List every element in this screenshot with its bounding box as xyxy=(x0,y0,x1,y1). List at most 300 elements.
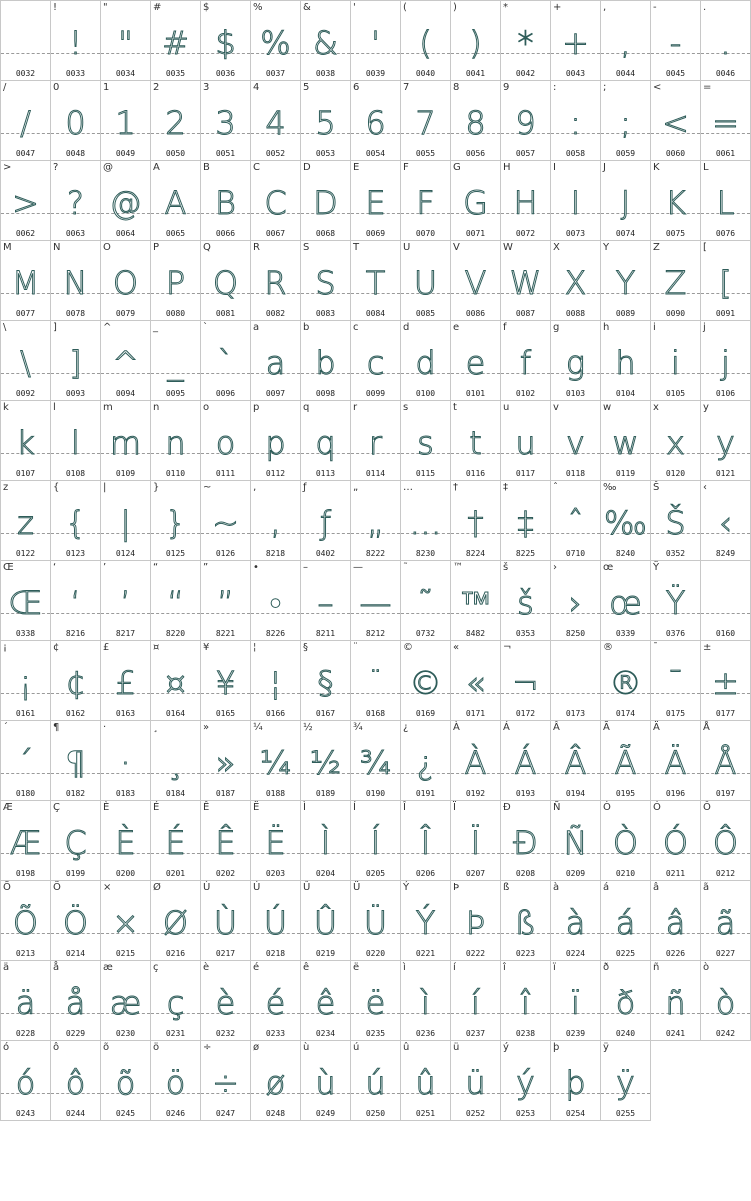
glyph-code: 0053 xyxy=(315,149,336,158)
glyph-sample: z xyxy=(17,504,34,542)
glyph-code: 0255 xyxy=(615,1109,636,1118)
glyph-sample: ˆ xyxy=(567,504,584,542)
glyph-label: È xyxy=(103,802,110,813)
glyph-label: Ÿ xyxy=(653,562,660,573)
glyph-code: 0125 xyxy=(165,549,186,558)
glyph-label: … xyxy=(403,482,413,493)
glyph-code: 0081 xyxy=(215,309,236,318)
glyph-label: W xyxy=(503,242,513,253)
glyph-code: 0092 xyxy=(15,389,36,398)
glyph-sample: Ó xyxy=(662,824,689,862)
glyph-sample: Ç xyxy=(64,824,87,862)
glyph-cell xyxy=(251,1,301,81)
glyph-label: $ xyxy=(203,2,210,13)
glyph-sample: n xyxy=(165,424,186,462)
glyph-sample: ¼ xyxy=(259,744,291,782)
glyph-sample: – xyxy=(317,584,334,622)
glyph-sample: Ë xyxy=(265,824,286,862)
glyph-code: 0211 xyxy=(665,869,686,878)
glyph-code: 0097 xyxy=(265,389,286,398)
glyph-cell xyxy=(251,801,301,881)
glyph-cell xyxy=(201,321,251,401)
glyph-label: ? xyxy=(53,162,59,173)
glyph-code: 0169 xyxy=(415,709,436,718)
glyph-sample: ™ xyxy=(459,584,492,622)
glyph-code: 0238 xyxy=(515,1029,536,1038)
glyph-label: ¨ xyxy=(353,642,358,653)
glyph-sample: © xyxy=(409,664,442,702)
glyph-label: t xyxy=(453,402,457,413)
glyph-sample: * xyxy=(517,24,534,62)
glyph-sample: " xyxy=(118,24,133,62)
glyph-sample: í xyxy=(471,984,480,1022)
glyph-code: 0187 xyxy=(215,789,236,798)
glyph-label: E xyxy=(353,162,360,173)
glyph-label: ë xyxy=(353,962,360,973)
glyph-cell xyxy=(51,641,101,721)
glyph-cell xyxy=(101,321,151,401)
glyph-cell xyxy=(151,561,201,641)
glyph-sample: Í xyxy=(370,824,381,862)
glyph-label: 3 xyxy=(203,82,210,93)
glyph-code: 0060 xyxy=(665,149,686,158)
glyph-sample: ( xyxy=(419,24,432,62)
glyph-cell xyxy=(1,401,51,481)
glyph-code: 0091 xyxy=(715,309,736,318)
glyph-code: 0040 xyxy=(415,69,436,78)
glyph-sample: ƒ xyxy=(319,504,332,542)
glyph-code: 0214 xyxy=(65,949,86,958)
glyph-code: 0172 xyxy=(515,709,536,718)
glyph-code: 0077 xyxy=(15,309,36,318)
glyph-cell xyxy=(1,81,51,161)
glyph-cell xyxy=(551,1,601,81)
glyph-sample: Õ xyxy=(12,904,39,942)
glyph-cell xyxy=(501,401,551,481)
glyph-sample: › xyxy=(569,584,582,622)
glyph-sample: ' xyxy=(371,24,380,62)
glyph-code: 0339 xyxy=(615,629,636,638)
glyph-sample xyxy=(1,15,50,59)
glyph-code: 0034 xyxy=(115,69,136,78)
glyph-code: 0191 xyxy=(415,789,436,798)
glyph-code: 0225 xyxy=(615,949,636,958)
glyph-label: } xyxy=(153,482,160,493)
glyph-cell xyxy=(51,721,101,801)
glyph-sample: á xyxy=(615,904,636,942)
glyph-label: e xyxy=(453,322,460,333)
glyph-code: 0402 xyxy=(315,549,336,558)
glyph-sample: 7 xyxy=(415,104,436,142)
glyph-sample: ã xyxy=(715,904,736,942)
glyph-label: % xyxy=(253,2,263,13)
glyph-label: d xyxy=(403,322,410,333)
glyph-cell xyxy=(151,961,201,1041)
glyph-code: 0075 xyxy=(665,229,686,238)
glyph-cell xyxy=(551,401,601,481)
glyph-sample: Î xyxy=(420,824,431,862)
glyph-label: ' xyxy=(353,2,356,13)
glyph-code: 0210 xyxy=(615,869,636,878)
glyph-code: 0232 xyxy=(215,1029,236,1038)
glyph-code: 0216 xyxy=(165,949,186,958)
glyph-sample: > xyxy=(12,184,39,222)
glyph-code: 0041 xyxy=(465,69,486,78)
glyph-sample: Þ xyxy=(465,904,486,942)
glyph-sample: ø xyxy=(265,1064,286,1102)
glyph-cell xyxy=(601,1,651,81)
glyph-code: 0200 xyxy=(115,869,136,878)
glyph-label: ® xyxy=(603,642,613,653)
glyph-sample: ¿ xyxy=(416,744,435,782)
glyph-sample: j xyxy=(721,344,730,382)
glyph-code: 0103 xyxy=(565,389,586,398)
glyph-label: A xyxy=(153,162,160,173)
glyph-code: 0199 xyxy=(65,869,86,878)
glyph-code: 0101 xyxy=(465,389,486,398)
glyph-code: 0167 xyxy=(315,709,336,718)
glyph-code: 0115 xyxy=(415,469,436,478)
glyph-code: 0202 xyxy=(215,869,236,878)
glyph-sample: Ú xyxy=(263,904,288,942)
glyph-label: ¼ xyxy=(253,722,263,733)
glyph-label: † xyxy=(453,482,458,493)
glyph-code: 0080 xyxy=(165,309,186,318)
glyph-code: 0046 xyxy=(715,69,736,78)
glyph-sample: ® xyxy=(609,664,642,702)
glyph-label: T xyxy=(353,242,360,253)
glyph-cell xyxy=(701,881,751,961)
glyph-code: 0068 xyxy=(315,229,336,238)
glyph-cell xyxy=(301,1041,351,1121)
glyph-label: ; xyxy=(603,82,607,93)
glyph-code: 0032 xyxy=(15,69,36,78)
glyph-label: „ xyxy=(353,482,359,493)
glyph-sample: ‹ xyxy=(719,504,732,542)
glyph-sample: à xyxy=(565,904,586,942)
glyph-sample: ´ xyxy=(17,744,34,782)
glyph-code: 0122 xyxy=(15,549,36,558)
glyph-sample: M xyxy=(11,264,40,302)
glyph-cell xyxy=(601,321,651,401)
glyph-sample: ê xyxy=(315,984,336,1022)
glyph-label: œ xyxy=(603,562,614,573)
glyph-label: 9 xyxy=(503,82,510,93)
glyph-code: 0090 xyxy=(665,309,686,318)
glyph-cell xyxy=(401,481,451,561)
glyph-cell xyxy=(301,81,351,161)
glyph-cell xyxy=(501,561,551,641)
glyph-code: 0163 xyxy=(115,709,136,718)
glyph-sample: L xyxy=(716,184,735,222)
glyph-cell xyxy=(101,641,151,721)
glyph-cell xyxy=(451,641,501,721)
glyph-sample: R xyxy=(264,264,287,302)
glyph-code: 8220 xyxy=(165,629,186,638)
glyph-sample: Ì xyxy=(320,824,331,862)
glyph-sample: ± xyxy=(712,664,739,702)
glyph-cell xyxy=(351,481,401,561)
glyph-label: × xyxy=(103,882,112,893)
glyph-code: 8217 xyxy=(115,629,136,638)
glyph-sample: r xyxy=(368,424,383,462)
glyph-cell xyxy=(1,241,51,321)
glyph-sample: e xyxy=(465,344,486,382)
glyph-sample: × xyxy=(112,904,139,942)
glyph-label: c xyxy=(353,322,359,333)
glyph-cell xyxy=(1,321,51,401)
glyph-cell xyxy=(351,1041,401,1121)
glyph-cell xyxy=(551,881,601,961)
glyph-label: Œ xyxy=(3,562,14,573)
glyph-label: / xyxy=(3,82,7,93)
glyph-code: 0184 xyxy=(165,789,186,798)
glyph-code: 0052 xyxy=(265,149,286,158)
glyph-cell xyxy=(251,161,301,241)
glyph-code: 0058 xyxy=(565,149,586,158)
glyph-code: 0247 xyxy=(215,1109,236,1118)
glyph-label: ¿ xyxy=(403,722,409,733)
glyph-label: o xyxy=(203,402,210,413)
glyph-sample: ò xyxy=(715,984,736,1022)
glyph-label: [ xyxy=(703,242,707,253)
glyph-cell xyxy=(351,641,401,721)
glyph-cell xyxy=(151,81,201,161)
glyph-sample: T xyxy=(365,264,386,302)
glyph-code: 8250 xyxy=(565,629,586,638)
glyph-cell xyxy=(501,241,551,321)
glyph-cell xyxy=(451,961,501,1041)
glyph-sample: [ xyxy=(719,264,732,302)
glyph-cell xyxy=(1,561,51,641)
glyph-label: ù xyxy=(303,1042,310,1053)
glyph-code: 0109 xyxy=(115,469,136,478)
glyph-label: è xyxy=(203,962,210,973)
glyph-code: 0121 xyxy=(715,469,736,478)
glyph-label: ï xyxy=(553,962,556,973)
glyph-cell xyxy=(101,1041,151,1121)
glyph-sample: , xyxy=(620,24,631,62)
glyph-cell xyxy=(101,801,151,881)
glyph-label: ‹ xyxy=(703,482,707,493)
glyph-label: Y xyxy=(603,242,610,253)
glyph-cell xyxy=(551,481,601,561)
glyph-sample: ‡ xyxy=(517,504,534,542)
glyph-label: @ xyxy=(103,162,113,173)
glyph-code: 0096 xyxy=(215,389,236,398)
glyph-label: « xyxy=(453,642,460,653)
glyph-cell xyxy=(451,401,501,481)
glyph-sample: „ xyxy=(367,504,384,542)
glyph-cell xyxy=(551,321,601,401)
glyph-cell xyxy=(151,881,201,961)
glyph-cell xyxy=(551,721,601,801)
glyph-cell xyxy=(101,1,151,81)
glyph-cell xyxy=(501,321,551,401)
glyph-sample: ¯ xyxy=(667,664,684,702)
glyph-label: X xyxy=(553,242,560,253)
glyph-cell xyxy=(1,881,51,961)
glyph-sample: õ xyxy=(115,1064,136,1102)
glyph-label: î xyxy=(503,962,506,973)
glyph-sample: & xyxy=(313,24,338,62)
glyph-code: 0231 xyxy=(165,1029,186,1038)
glyph-code: 0061 xyxy=(715,149,736,158)
glyph-sample: ¶ xyxy=(65,744,86,782)
glyph-code: 8230 xyxy=(415,549,436,558)
glyph-label: < xyxy=(653,82,662,93)
glyph-code: 0233 xyxy=(265,1029,286,1038)
glyph-sample: D xyxy=(313,184,338,222)
glyph-label: Ì xyxy=(303,802,306,813)
glyph-cell xyxy=(651,881,701,961)
glyph-code: 0193 xyxy=(515,789,536,798)
glyph-sample: O xyxy=(112,264,139,302)
glyph-cell xyxy=(651,641,701,721)
glyph-label: I xyxy=(553,162,556,173)
glyph-sample: Ò xyxy=(612,824,639,862)
glyph-code: 0166 xyxy=(265,709,286,718)
glyph-label: J xyxy=(603,162,606,173)
glyph-label: \ xyxy=(3,322,7,333)
glyph-cell xyxy=(651,241,701,321)
glyph-cell xyxy=(151,1,201,81)
glyph-cell xyxy=(701,161,751,241)
glyph-cell xyxy=(401,801,451,881)
glyph-code: 8218 xyxy=(265,549,286,558)
glyph-code: 0102 xyxy=(515,389,536,398)
glyph-cell xyxy=(601,241,651,321)
glyph-label: H xyxy=(503,162,511,173)
glyph-code: 0235 xyxy=(365,1029,386,1038)
glyph-code: 0220 xyxy=(365,949,386,958)
glyph-sample: Å xyxy=(714,744,737,782)
glyph-cell xyxy=(701,641,751,721)
glyph-sample: ¤ xyxy=(165,664,186,702)
glyph-label: k xyxy=(3,402,9,413)
glyph-label: Æ xyxy=(3,802,13,813)
glyph-code: 0106 xyxy=(715,389,736,398)
glyph-cell xyxy=(451,881,501,961)
glyph-code: 0036 xyxy=(215,69,236,78)
glyph-sample: É xyxy=(165,824,186,862)
glyph-code: 0078 xyxy=(65,309,86,318)
glyph-code: 0112 xyxy=(265,469,286,478)
glyph-sample: ~ xyxy=(212,504,239,542)
glyph-sample: / xyxy=(20,104,31,142)
glyph-cell xyxy=(201,561,251,641)
glyph-cell xyxy=(701,801,751,881)
glyph-code: 0254 xyxy=(565,1109,586,1118)
glyph-label: u xyxy=(503,402,510,413)
glyph-label: j xyxy=(703,322,706,333)
glyph-code: 0239 xyxy=(565,1029,586,1038)
glyph-sample: Ð xyxy=(513,824,538,862)
glyph-sample: J xyxy=(620,184,631,222)
glyph-sample: Ô xyxy=(712,824,739,862)
glyph-label: Ò xyxy=(603,802,611,813)
glyph-code: 0056 xyxy=(465,149,486,158)
glyph-code: 0035 xyxy=(165,69,186,78)
glyph-sample: + xyxy=(562,24,589,62)
glyph-label: - xyxy=(653,2,657,13)
glyph-sample: o xyxy=(215,424,236,462)
glyph-cell xyxy=(501,801,551,881)
glyph-code: 8222 xyxy=(365,549,386,558)
glyph-code: 0126 xyxy=(215,549,236,558)
glyph-sample: < xyxy=(662,104,689,142)
glyph-cell xyxy=(1,801,51,881)
glyph-label: Ç xyxy=(53,802,60,813)
glyph-label: Ï xyxy=(453,802,456,813)
glyph-cell xyxy=(351,241,401,321)
glyph-label: ê xyxy=(303,962,310,973)
glyph-code: 8226 xyxy=(265,629,286,638)
glyph-cell xyxy=(451,321,501,401)
glyph-cell xyxy=(401,81,451,161)
glyph-cell xyxy=(551,161,601,241)
glyph-sample: Û xyxy=(313,904,338,942)
glyph-label: ¤ xyxy=(153,642,160,653)
glyph-label: Í xyxy=(353,802,356,813)
glyph-label: i xyxy=(653,322,656,333)
glyph-cell xyxy=(401,321,451,401)
glyph-label: Ð xyxy=(503,802,511,813)
glyph-cell xyxy=(101,481,151,561)
glyph-code: 0047 xyxy=(15,149,36,158)
glyph-label: V xyxy=(453,242,460,253)
glyph-label: N xyxy=(53,242,61,253)
glyph-sample: H xyxy=(513,184,538,222)
glyph-sample: ÷ xyxy=(212,1064,239,1102)
glyph-label: Û xyxy=(303,882,311,893)
glyph-code: 0198 xyxy=(15,869,36,878)
glyph-label: • xyxy=(253,562,259,573)
glyph-sample: ‚ xyxy=(270,504,281,542)
glyph-sample: ; xyxy=(620,104,631,142)
glyph-label: Š xyxy=(653,482,660,493)
glyph-code: 0055 xyxy=(415,149,436,158)
glyph-sample: V xyxy=(464,264,487,302)
glyph-cell xyxy=(201,961,251,1041)
glyph-label: ) xyxy=(453,2,457,13)
glyph-cell xyxy=(201,81,251,161)
glyph-label: À xyxy=(453,722,460,733)
glyph-sample: E xyxy=(365,184,386,222)
glyph-sample: Æ xyxy=(9,824,42,862)
glyph-cell xyxy=(151,641,201,721)
glyph-code: 8211 xyxy=(315,629,336,638)
glyph-label: q xyxy=(303,402,310,413)
glyph-label: ¬ xyxy=(503,642,512,653)
glyph-code: 0221 xyxy=(415,949,436,958)
glyph-cell xyxy=(701,721,751,801)
glyph-cell xyxy=(351,1,401,81)
glyph-cell xyxy=(401,161,451,241)
glyph-code: 0218 xyxy=(265,949,286,958)
glyph-code: 0244 xyxy=(65,1109,86,1118)
glyph-label: | xyxy=(103,482,107,493)
glyph-label: Á xyxy=(503,722,510,733)
glyph-code: 0376 xyxy=(665,629,686,638)
glyph-code: 0249 xyxy=(315,1109,336,1118)
glyph-sample: W xyxy=(509,264,542,302)
glyph-cell xyxy=(101,721,151,801)
glyph-cell xyxy=(451,241,501,321)
glyph-code: 0098 xyxy=(315,389,336,398)
glyph-code: 0215 xyxy=(115,949,136,958)
glyph-sample: a xyxy=(265,344,286,382)
